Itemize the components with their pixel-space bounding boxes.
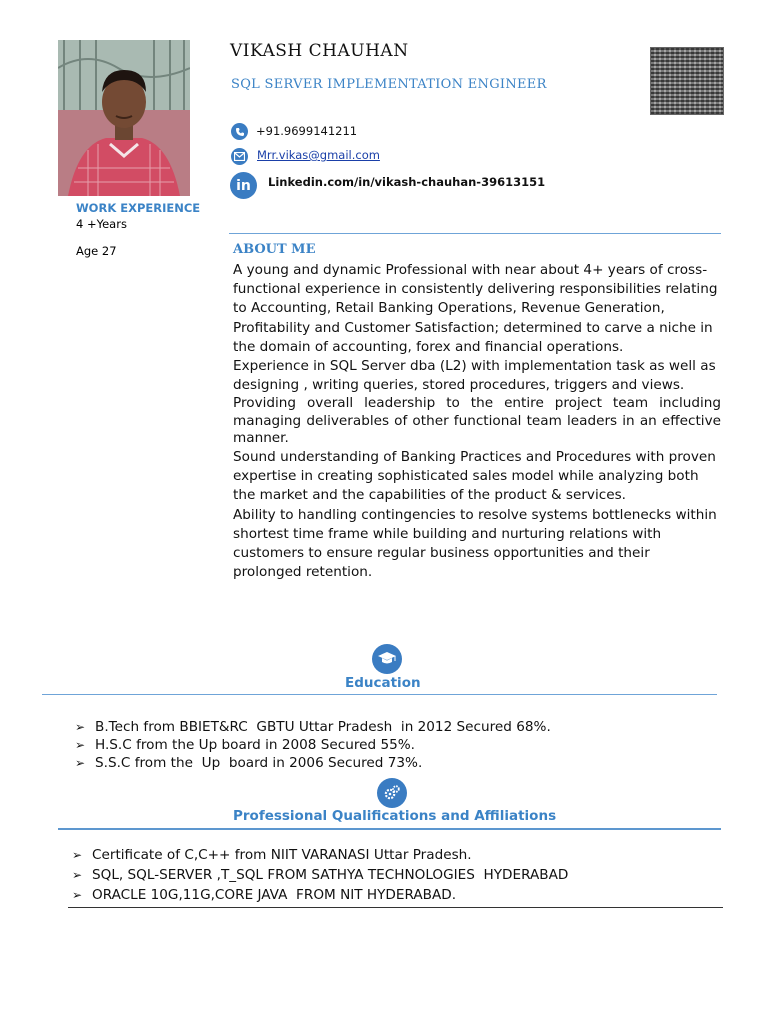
about-paragraph: A young and dynamic Professional with near about 4+ years of cross-functional experience in consistently delivering responsibilities relating to Accounting, Retail Banking Operations, Revenue Generation, Profitability and Customer Satisfaction; determined to carve a niche in the domain of accounting, forex and financial operations. [233,262,718,355]
gears-icon [377,778,407,808]
work-experience-label: WORK EXPERIENCE [76,201,201,215]
education-list [75,718,551,772]
list-item: ➢ S.S.C from the Up board in 2006 Secured 73%. [75,755,423,771]
qr-code [650,47,724,115]
candidate-name: VIKASH CHAUHAN [230,41,409,61]
mail-icon [231,148,248,165]
about-divider [229,233,721,234]
linkedin-url[interactable]: Linkedin.com/in/vikash-chauhan-39613151 [268,175,546,189]
about-paragraph: Providing overall leadership to the entire project team including managing deliverables of other functional team leaders in an effective manner. [233,395,721,447]
footer-rule [68,907,723,908]
phone-icon [231,123,248,140]
list-item: ➢ SQL, SQL-SERVER ,T_SQL FROM SATHYA TECHNOLOGIES HYDERABAD [72,867,569,883]
about-paragraph: Sound understanding of Banking Practices and Procedures with proven expertise in creating sophisticated sales model while analyzing both the market and the capabilities of the product & services. [233,448,716,504]
age: Age 27 [76,244,117,258]
about-body [233,261,721,582]
profile-photo [58,40,190,196]
education-divider [42,694,717,695]
education-heading: Education [345,675,421,691]
about-paragraph: Ability to handling contingencies to resolve systems bottlenecks within shortest time frame while building and nurturing relations with customers to ensure regular business opportunities and their prolonged retention. [233,506,717,581]
list-item: ➢ B.Tech from BBIET&RC GBTU Uttar Pradesh in 2012 Secured 68%. [75,719,551,735]
phone-number: +91.9699141211 [256,124,358,138]
about-heading: ABOUT ME [233,242,316,257]
qualifications-heading: Professional Qualifications and Affiliations [233,808,557,824]
job-title: SQL SERVER IMPLEMENTATION ENGINEER [231,77,547,92]
about-paragraph: Experience in SQL Server dba (L2) with implementation task as well as designing , writing queries, stored procedures, triggers and views. [233,358,716,394]
linkedin-icon: in [230,172,257,199]
graduation-cap-icon [372,644,402,674]
list-item: ➢ Certificate of C,C++ from NIIT VARANASI Uttar Pradesh. [72,847,472,863]
qualifications-divider [58,828,721,830]
list-item: ➢ ORACLE 10G,11G,CORE JAVA FROM NIT HYDERABAD. [72,887,457,903]
qualifications-list [72,845,568,905]
work-experience-value: 4 +Years [76,217,127,231]
list-item: ➢ H.S.C from the Up board in 2008 Secured 55%. [75,737,415,753]
email-link[interactable]: Mrr.vikas@gmail.com [257,148,380,162]
